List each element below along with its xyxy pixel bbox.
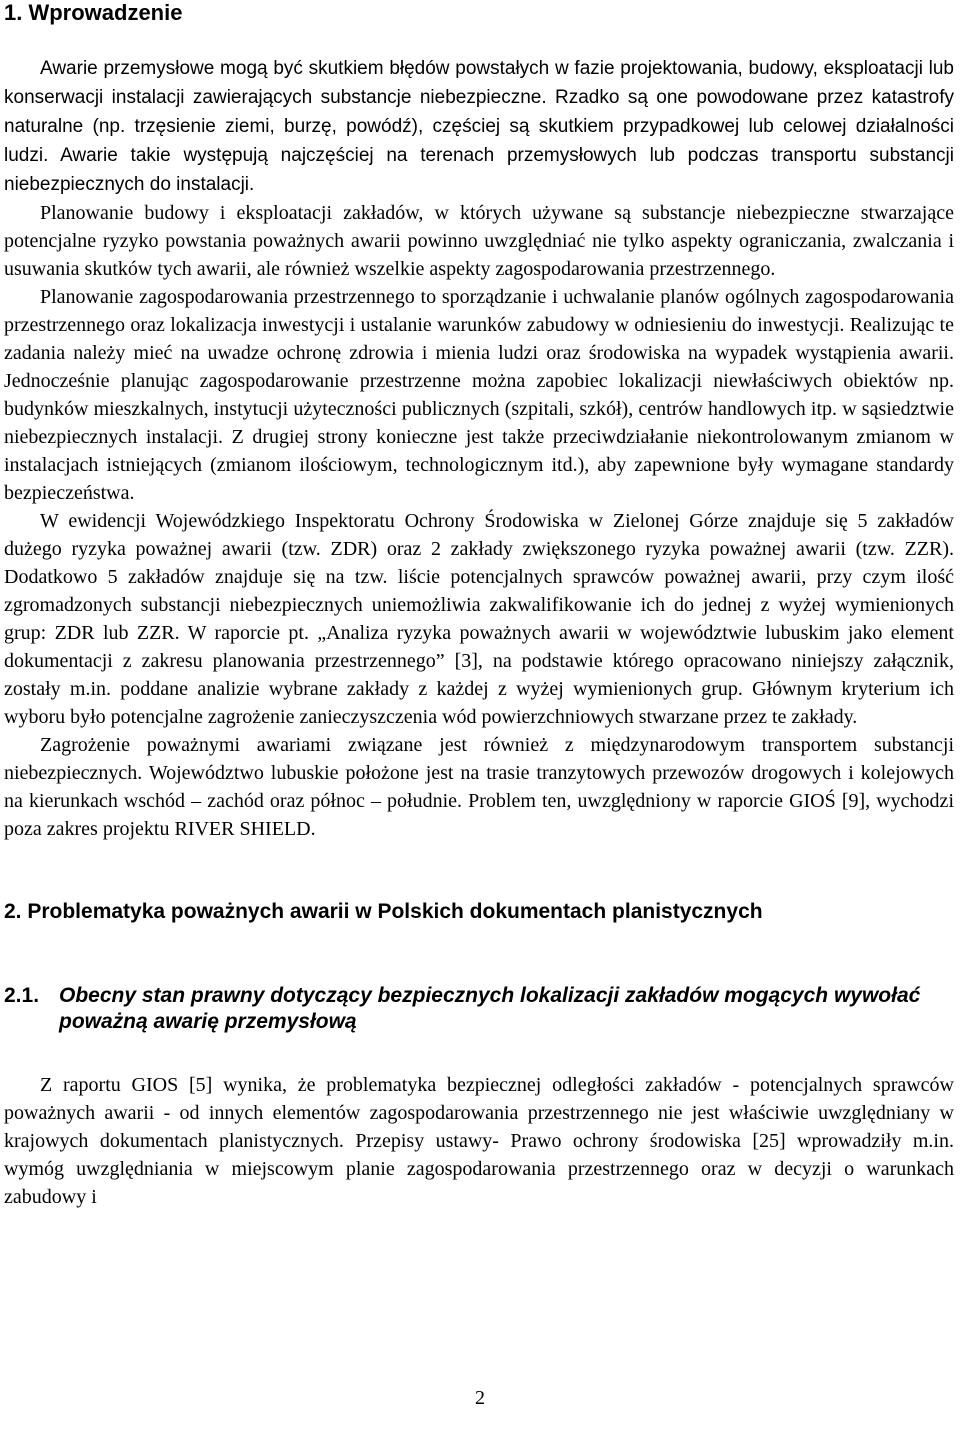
section-2-1-number: 2.1.	[4, 984, 40, 1007]
paragraph-transport-hazard: Zagrożenie poważnymi awariami związane jest również z międzynarodowym transportem substancji niebezpiecznych. Województwo lubuskie położone jest na trasie tranzytowych przewozów drogowych i kolejowych na kierunkach wschód – zachód oraz północ – południe. Problem ten, uwzględniony w raporcie GIOŚ [9], wychodzi poza zakres projektu RIVER SHIELD.	[4, 734, 954, 840]
section-2-1-heading	[4, 983, 954, 1035]
paragraph-intro-part-b: Awarie takie występują najczęściej na terenach przemysłowych lub podczas transportu substancji niebezpiecznych do instalacji.	[4, 145, 954, 195]
section-1-body	[4, 54, 954, 843]
section-2-1-title: Obecny stan prawny dotyczący bezpiecznych lokalizacji zakładów mogących wywołać poważną awarię przemysłową	[59, 984, 921, 1033]
section-1-heading: 1. Wprowadzenie	[4, 0, 183, 25]
paragraph-intro	[4, 54, 954, 199]
paragraph-gios-report: Z raportu GIOS [5] wynika, że problematyka bezpiecznej odległości zakładów - potencjalnych sprawców poważnych awarii - od innych elementów zagospodarowania przestrzennego nie jest właściwie uwzględniany w krajowych dokumentach planistycznych. Przepisy ustawy- Prawo ochrony środowiska [25] wprowadziły m.in. wymóg uwzględniania w miejscowym planie zagospodarowania przestrzennego oraz w decyzji o warunkach zabudowy i	[4, 1074, 954, 1208]
section-2-1-body	[4, 1071, 954, 1211]
paragraph-spatial-planning: Planowanie zagospodarowania przestrzennego to sporządzanie i uchwalanie planów ogólnych zagospodarowania przestrzennego oraz lokalizacja inwestycji i ustalanie warunków zabudowy w odniesieniu do inwestycji. Realizując te zadania należy mieć na uwadze ochronę zdrowia i mienia ludzi oraz środowiska na wypadek wystąpienia awarii. Jednocześnie planując zagospodarowanie przestrzenne można zapobiec lokalizacji niewłaściwych obiektów np. budynków mieszkalnych, instytucji użyteczności publicznych (szpitali, szkół), centrów handlowych itp. w sąsiedztwie niebezpiecznych instalacji. Z drugiej strony konieczne jest także przeciwdziałanie niekontrolowanym zmianom w instalacjach istniejących (zmianom ilościowym, technologicznym itd.), aby zapewnione były wymagane standardy bezpieczeństwa.	[4, 286, 954, 504]
paragraph-planning-construction: Planowanie budowy i eksploatacji zakładów, w których używane są substancje niebezpieczne stwarzające potencjalne ryzyko powstania poważnych awarii powinno uwzględniać nie tylko aspekty ograniczania, zwalczania i usuwania skutków tych awarii, ale również wszelkie aspekty zagospodarowania przestrzennego.	[4, 202, 954, 280]
document-page	[4, 0, 954, 1211]
paragraph-wios-registry: W ewidencji Wojewódzkiego Inspektoratu Ochrony Środowiska w Zielonej Górze znajduje się 5 zakładów dużego ryzyka poważnej awarii (tzw. ZDR) oraz 2 zakłady zwiększonego ryzyka poważnej awarii (tzw. ZZR). Dodatkowo 5 zakładów znajduje się na tzw. liście potencjalnych sprawców poważnej awarii, przy czym ilość zgromadzonych substancji niebezpiecznych uniemożliwia zakwalifikowanie ich do jednej z wyżej wymienionych grup: ZDR lub ZZR. W raporcie pt. „Analiza ryzyka poważnych awarii w województwie lubuskim jako element dokumentacji z zakresu planowania przestrzennego” [3], na podstawie którego opracowano niniejszy załącznik, zostały m.in. poddane analizie wybrane zakłady z każdej z wyżej wymienionych grup. Głównym kryterium ich wyboru było potencjalne zagrożenie zanieczyszczenia wód powierzchniowych stwarzane przez te zakłady.	[4, 510, 954, 728]
paragraph-intro-part-a: Awarie przemysłowe mogą być skutkiem błędów powstałych w fazie projektowania, budowy, eksploatacji lub konserwacji instalacji zawierających substancje niebezpieczne. Rzadko są one powodowane przez katastrofy naturalne (np. trzęsienie ziemi, burzę, powódź), częściej są skutkiem przypadkowej lub celowej działalności ludzi.	[4, 58, 954, 166]
page-number: 2	[475, 1387, 485, 1409]
section-2-heading: 2. Problematyka poważnych awarii w Polskich dokumentach planistycznych	[4, 900, 763, 923]
